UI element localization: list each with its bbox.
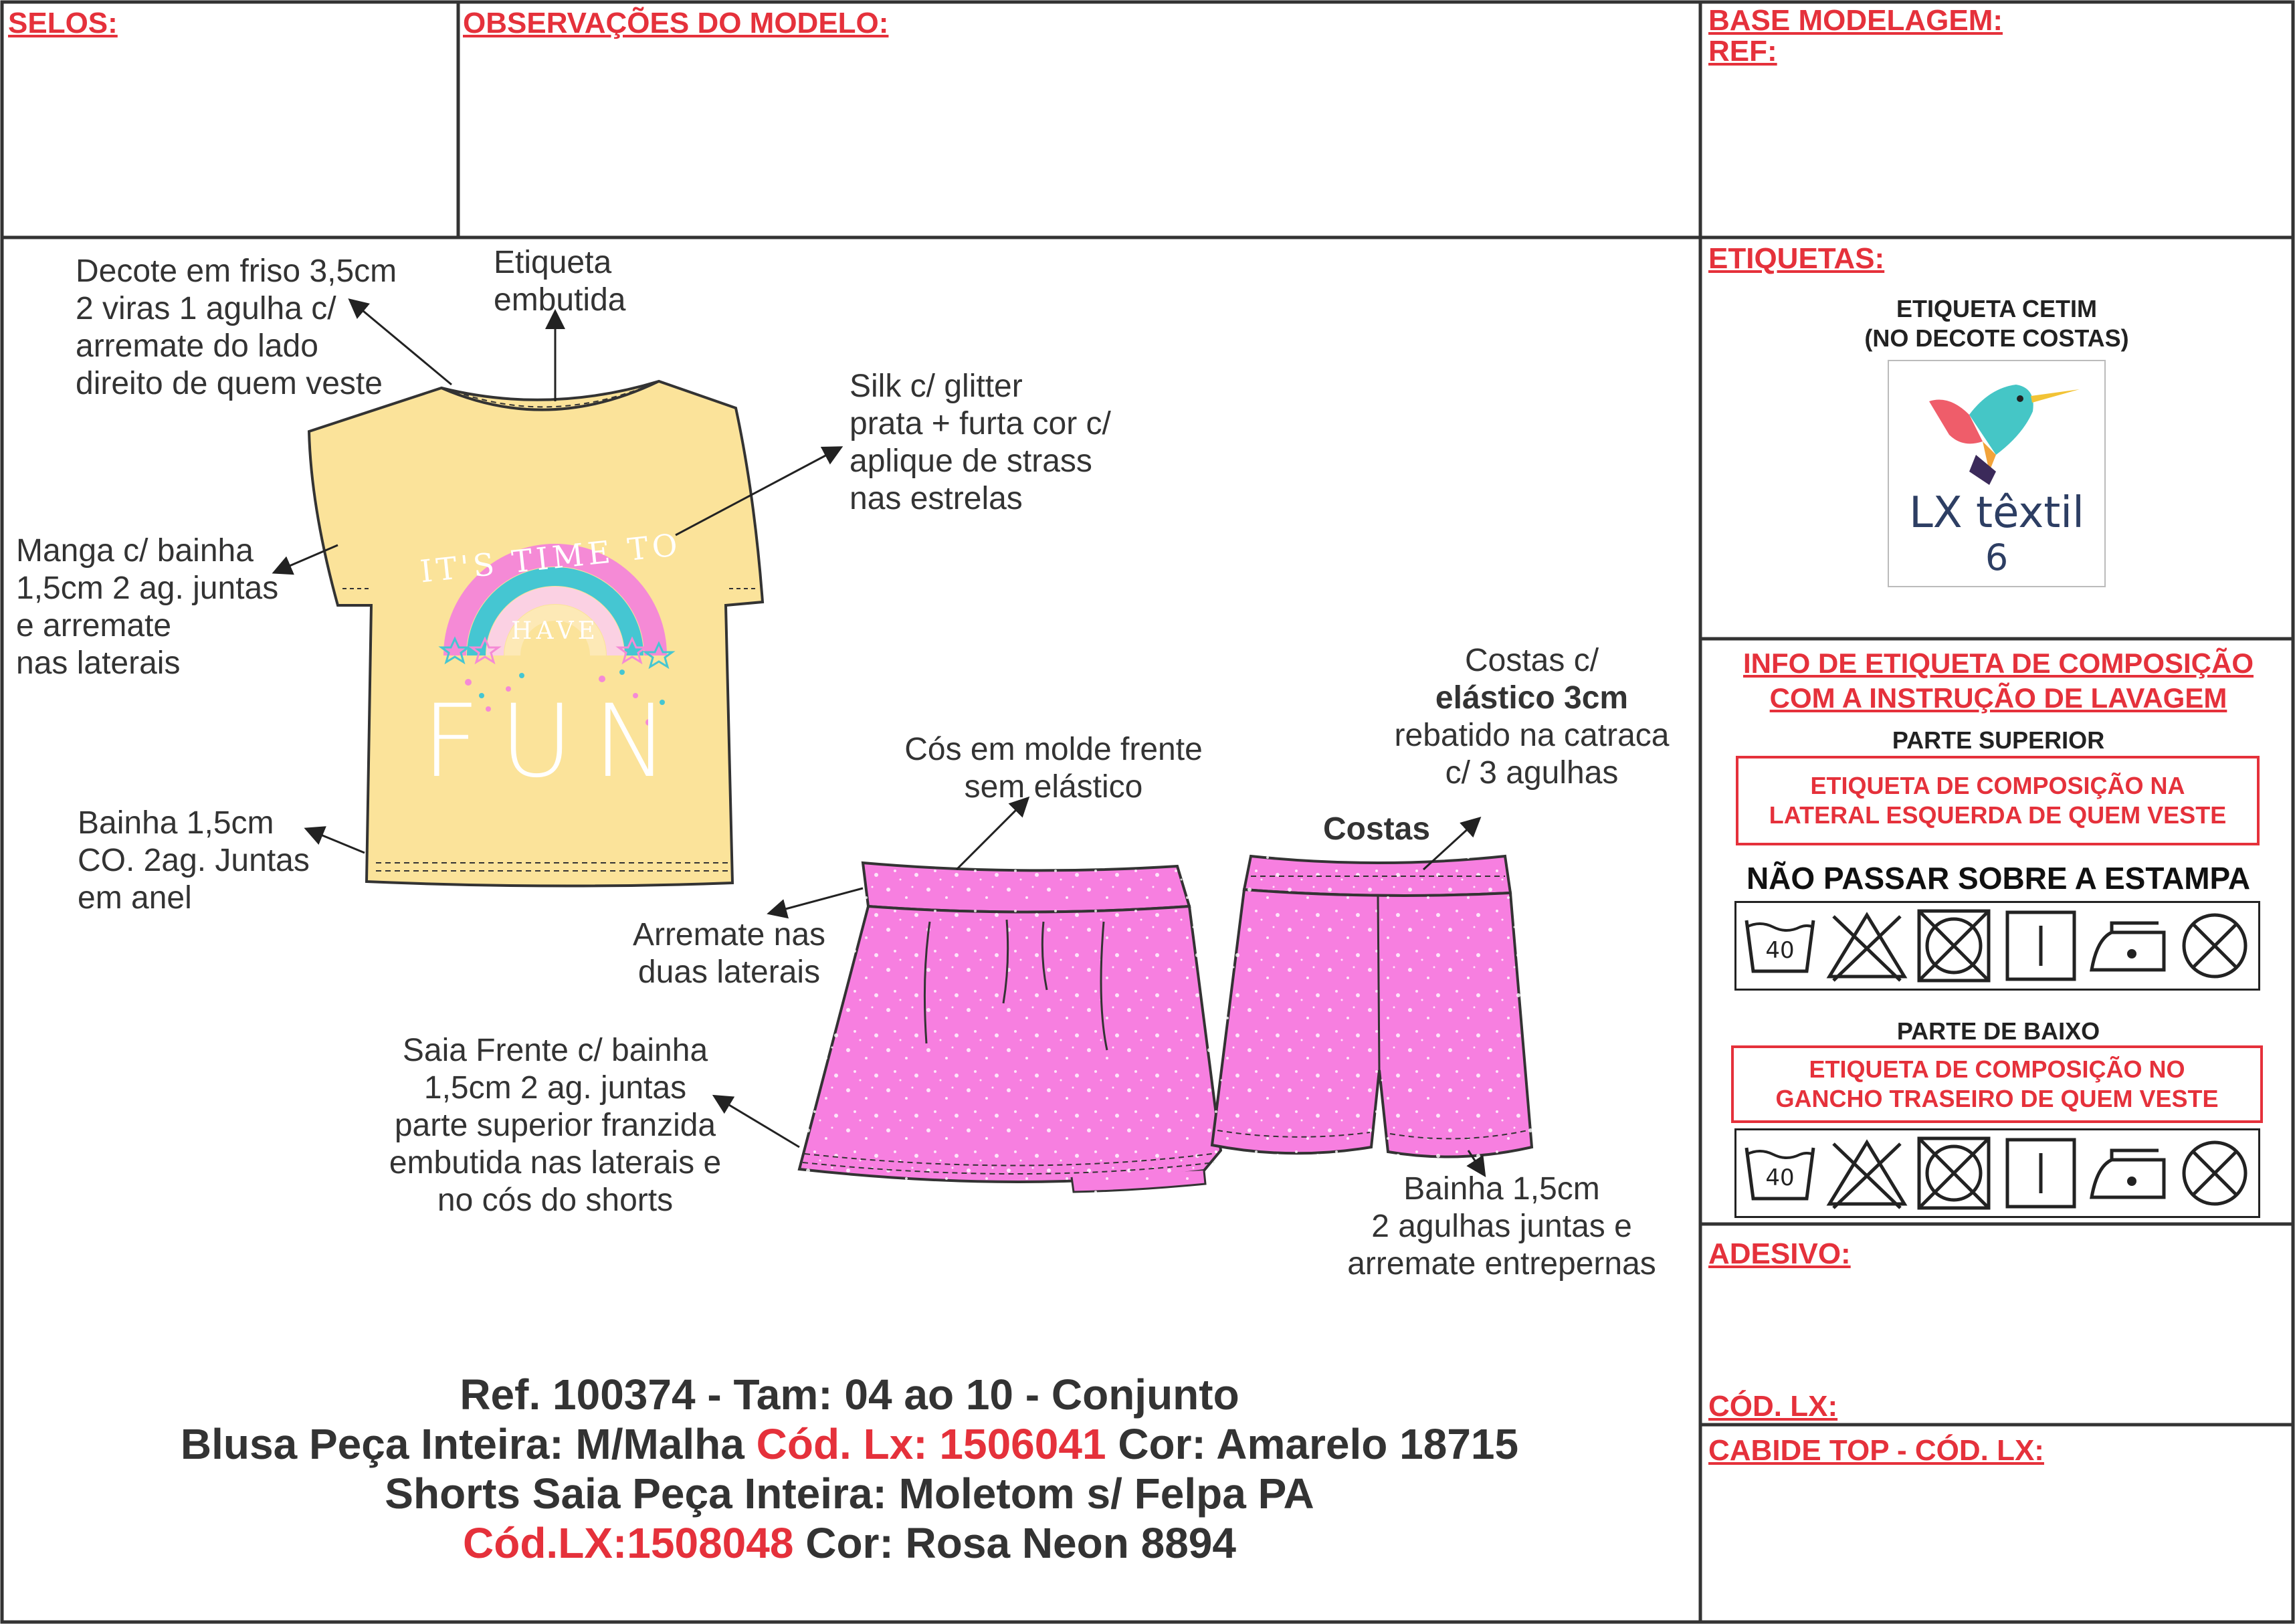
etiqueta-baixo-box: ETIQUETA DE COMPOSIÇÃO NO GANCHO TRASEIRO DE QUEM VESTE <box>1731 1045 2263 1123</box>
hummingbird-logo-icon <box>1889 361 2104 495</box>
nao-passar-aviso: NÃO PASSAR SOBRE A ESTAMPA <box>1746 861 2251 896</box>
tshirt-drawing <box>309 381 763 886</box>
care-icons-baixo <box>1734 1128 2260 1218</box>
etiquetas-header: ETIQUETAS: <box>1708 242 1885 275</box>
annotation-costas-elastico: Costas c/ elástico 3cm rebatido na catraca c/ 3 agulhas <box>1394 643 1670 791</box>
svg-text:40: 40 <box>1765 937 1795 964</box>
annotation-cos: Cós em molde frente sem elástico <box>904 732 1203 805</box>
print-line-3: FUN <box>421 684 689 800</box>
footer-ref-line: Ref. 100374 - Tam: 04 ao 10 - Conjunto <box>460 1371 1239 1419</box>
annotation-silk: Silk c/ glitter prata + furta cor c/ aplique de strass nas estrelas <box>850 369 1111 516</box>
annotation-saia: Saia Frente c/ bainha 1,5cm 2 ag. juntas parte superior franzida embutida nas laterais e no cós do shorts <box>389 1033 722 1218</box>
base-modelagem-header: BASE MODELAGEM: <box>1708 4 2003 37</box>
annotation-arremate: Arremate nas duas laterais <box>632 917 826 990</box>
no-dry-clean-icon <box>2172 906 2258 986</box>
iron-low-icon <box>2085 1133 2171 1213</box>
brand-name: LX têxtil <box>1909 488 2084 538</box>
line-dry-icon <box>1998 1133 2084 1213</box>
wash-40-icon <box>1737 906 1823 986</box>
no-bleach-icon <box>1824 1133 1910 1213</box>
no-dry-clean-icon <box>2172 1133 2258 1213</box>
shorts-back-drawing <box>1212 856 1533 1164</box>
annotation-bainha-shorts: Bainha 1,5cm 2 agulhas juntas e arremate entrepernas <box>1347 1171 1656 1282</box>
ref-header: REF: <box>1708 35 1777 68</box>
parte-baixo-label: PARTE DE BAIXO <box>1896 1017 2100 1045</box>
cabide-header: CABIDE TOP - CÓD. LX: <box>1708 1434 2044 1467</box>
footer-blusa-line: Blusa Peça Inteira: M/Malha Cód. Lx: 1506041 Cor: Amarelo 18715 <box>180 1420 1519 1468</box>
no-bleach-icon <box>1824 906 1910 986</box>
etiqueta-superior-box: ETIQUETA DE COMPOSIÇÃO NA LATERAL ESQUERDA DE QUEM VESTE <box>1736 756 2260 845</box>
footer-cod-line: Cód.LX:1508048 Cor: Rosa Neon 8894 <box>463 1519 1236 1567</box>
care-icons-superior <box>1734 901 2260 991</box>
observacoes-header: OBSERVAÇÕES DO MODELO: <box>463 7 889 39</box>
annotation-etiqueta: Etiqueta embutida <box>494 245 626 318</box>
footer-shorts-line: Shorts Saia Peça Inteira: Moletom s/ Felpa PA <box>385 1469 1314 1518</box>
selos-header: SELOS: <box>8 7 118 39</box>
print-line-1: IT'S TIME TO <box>418 526 684 590</box>
cod-lx-header: CÓD. LX: <box>1708 1390 1838 1423</box>
print-line-2: HAVE <box>511 617 599 645</box>
no-tumble-dry-icon <box>1911 1133 1997 1213</box>
brand-label <box>1888 360 2106 587</box>
parte-superior-label: PARTE SUPERIOR <box>1892 726 2105 754</box>
svg-text:40: 40 <box>1765 1164 1795 1191</box>
annotation-manga: Manga c/ bainha 1,5cm 2 ag. juntas e arremate nas laterais <box>16 533 279 681</box>
iron-low-icon <box>2085 906 2171 986</box>
line-dry-icon <box>1998 906 2084 986</box>
skort-front-drawing <box>799 863 1227 1194</box>
no-tumble-dry-icon <box>1911 906 1997 986</box>
wash-40-icon <box>1737 1133 1823 1213</box>
etiqueta-cetim-title: ETIQUETA CETIM (NO DECOTE COSTAS) <box>1864 295 2129 352</box>
size-number: 6 <box>1985 536 2009 579</box>
costas-label: Costas <box>1323 811 1431 847</box>
composicao-title: INFO DE ETIQUETA DE COMPOSIÇÃO COM A INSTRUÇÃO DE LAVAGEM <box>1742 647 2254 714</box>
adesivo-header: ADESIVO: <box>1708 1237 1851 1270</box>
annotation-decote: Decote em friso 3,5cm 2 viras 1 agulha c/ arremate do lado direito de quem veste <box>76 253 397 401</box>
annotation-bainha-blusa: Bainha 1,5cm CO. 2ag. Juntas em anel <box>78 805 310 916</box>
